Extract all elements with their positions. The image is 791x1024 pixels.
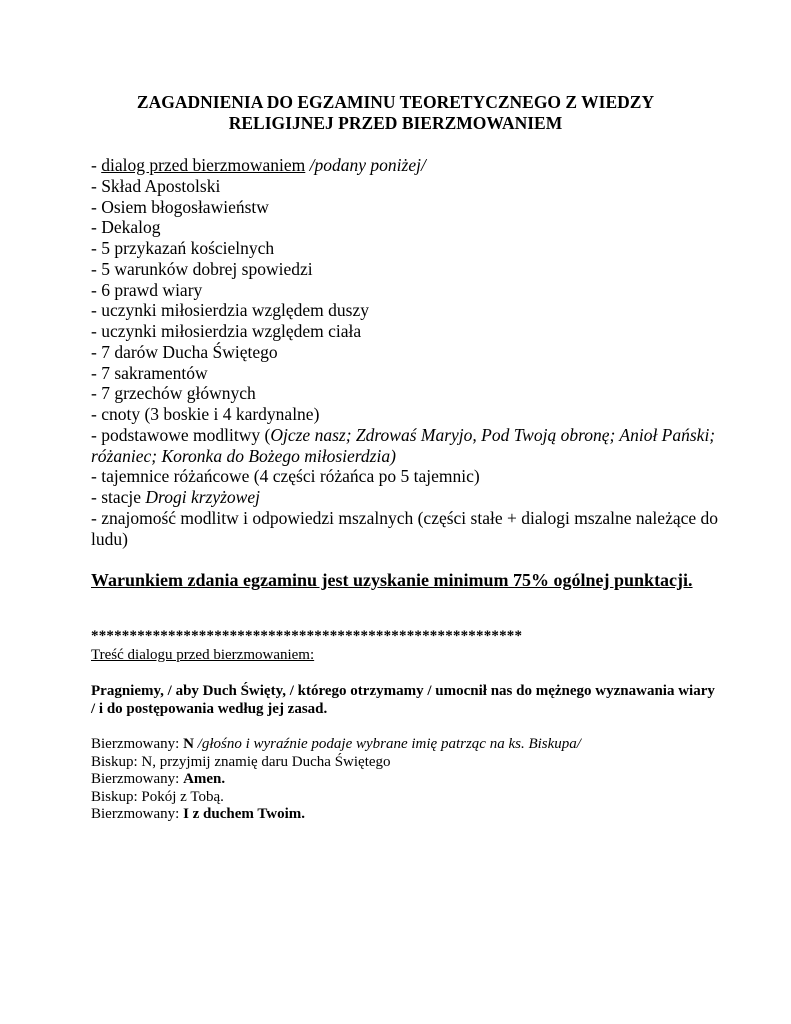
speaker-label: Bierzmowany: (91, 771, 184, 787)
dialog-line: Biskup: Pokój z Tobą. (91, 788, 224, 805)
dialog-heading: Treść dialogu przed bierzmowaniem: (91, 647, 315, 663)
topic-item-prayers (91, 425, 731, 467)
prayer-text: Pragniemy, / aby Duch Święty, / którego otrzymamy / umocnił nas do mężnego wyznawania wiary / i do postępowania według jej zasad. (91, 683, 715, 717)
topic-item: - 5 warunków dobrej spowiedzi (91, 258, 313, 279)
topic-dash: - (91, 155, 102, 175)
topic-item: - 7 sakramentów (91, 362, 208, 383)
topic-item: - Skład Apostolski (91, 175, 221, 196)
topic-item: - 5 przykazań kościelnych (91, 238, 275, 258)
topic-dialog-note: /podany poniżej/ (305, 155, 426, 175)
topic-item: - uczynki miłosierdzia względem ciała (91, 321, 362, 341)
topics-list (91, 155, 731, 549)
topic-item: - 7 darów Ducha Świętego (91, 341, 278, 362)
title-line-1: ZAGADNIENIA DO EGZAMINU TEORETYCZNEGO Z WIEDZY (136, 92, 655, 112)
dialog-line (91, 806, 731, 824)
topic-item-dialog (91, 155, 731, 176)
document-title (80, 92, 711, 134)
response-text: Amen. (183, 771, 226, 787)
topic-item: - znajomość modlitw i odpowiedzi mszalnych (części stałe + dialogi mszalne należące do ludu) (91, 507, 719, 549)
topic-item: - Dekalog (91, 217, 161, 238)
dialog-line (91, 736, 731, 754)
dialog-line (91, 771, 731, 789)
speaker-label: Bierzmowany: (91, 806, 184, 822)
instruction-note: /głośno i wyraźnie podaje wybrane imię patrząc na ks. Biskupa/ (193, 736, 581, 752)
topic-stations-label: - stacje (91, 487, 146, 507)
topic-dialog-label: dialog przed bierzmowaniem (101, 155, 306, 175)
topic-item: - tajemnice różańcowe (4 części różańca po 5 tajemnic) (91, 466, 480, 487)
name-placeholder: N (183, 736, 194, 752)
topic-item: - cnoty (3 boskie i 4 kardynalne) (91, 404, 320, 424)
exam-pass-rule: Warunkiem zdania egzaminu jest uzyskanie minimum 75% ogólnej punktacji. (91, 570, 693, 590)
response-text: I z duchem Twoim. (183, 806, 306, 822)
topic-prayers-label: - podstawowe modlitwy ( (91, 424, 271, 445)
dialog-line: Biskup: N, przyjmij znamię daru Ducha Świętego (91, 753, 391, 770)
separator-stars: ******************************************************** (91, 628, 523, 644)
topic-item: - uczynki miłosierdzia względem duszy (91, 300, 369, 321)
speaker-label: Bierzmowany: (91, 736, 184, 752)
topic-prayers-list: Ojcze nasz; Zdrowaś Maryjo, Pod Twoją obronę; Anioł Pański; różaniec; Koronka do Bożego miłosierdzia) (91, 424, 716, 466)
topic-item-stations (91, 487, 731, 508)
title-line-2: RELIGIJNEJ PRZED BIERZMOWANIEM (228, 113, 563, 133)
topic-stations-italic: Drogi krzyżowej (145, 487, 260, 507)
topic-item: - 7 grzechów głównych (91, 383, 256, 404)
topic-item: - 6 prawd wiary (91, 279, 203, 300)
topic-item: - Osiem błogosławieństw (91, 196, 269, 217)
confirmation-dialog (91, 736, 731, 824)
